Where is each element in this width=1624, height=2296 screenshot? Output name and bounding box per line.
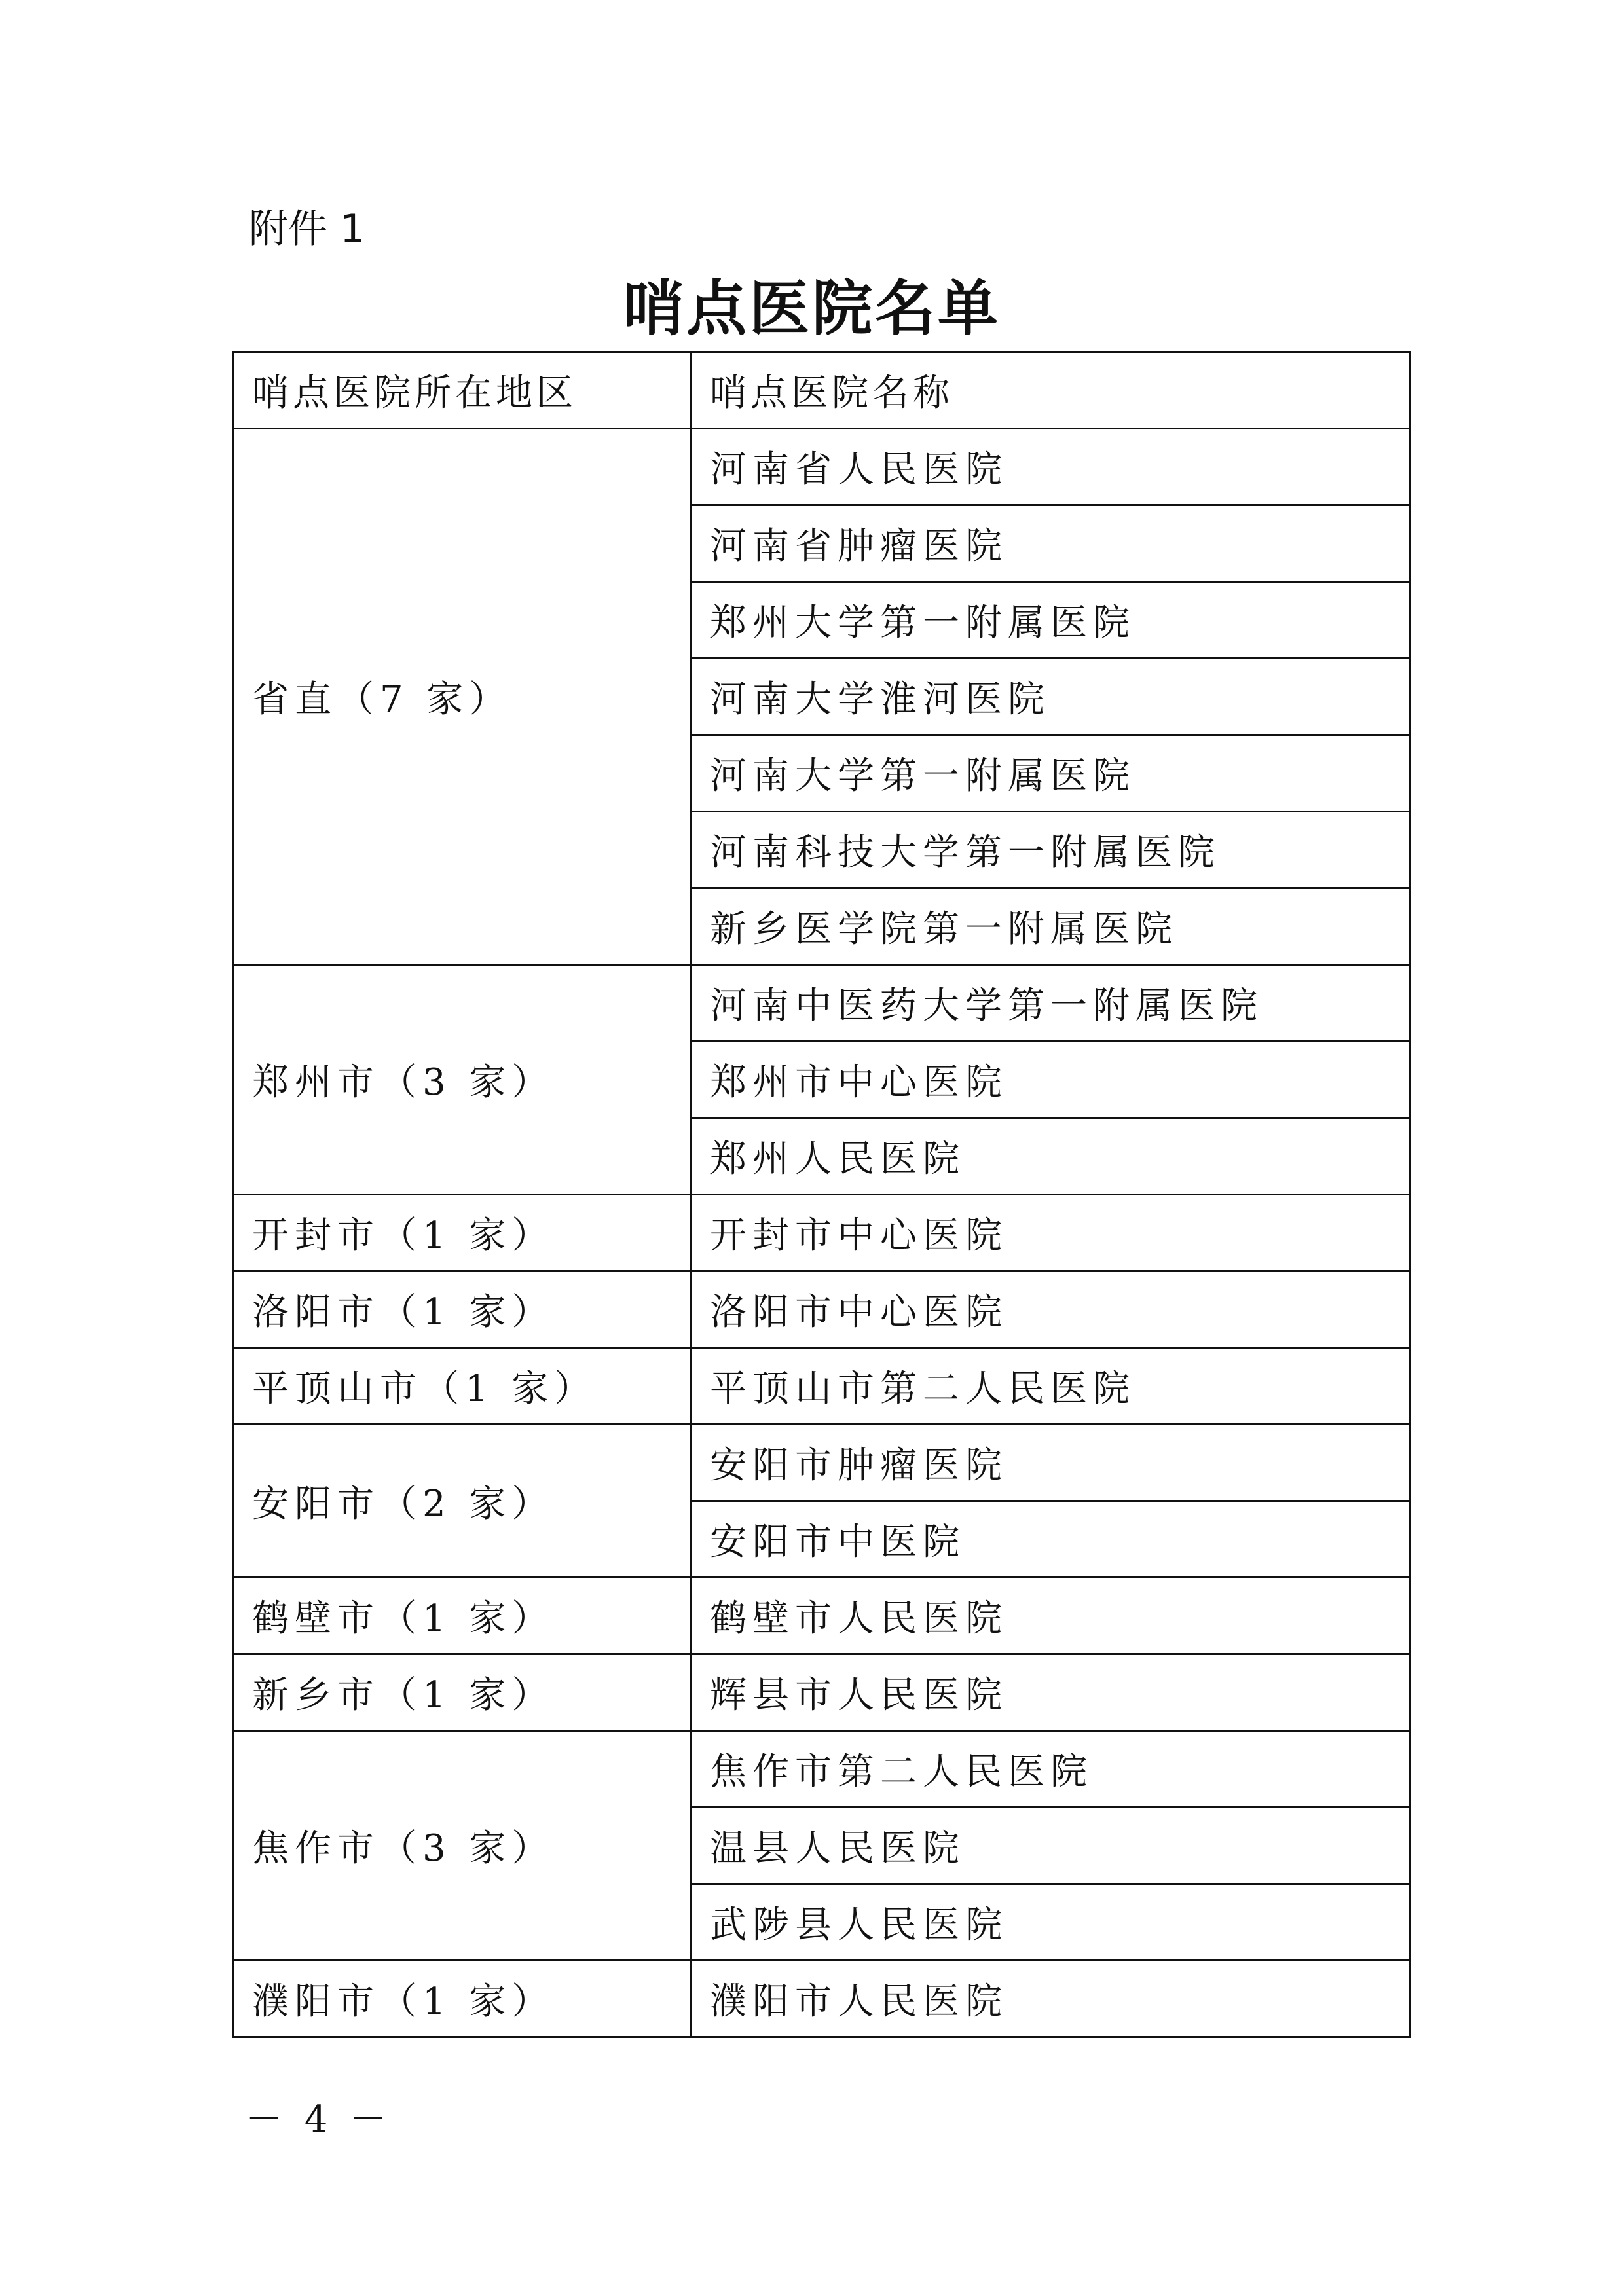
- hospital-name-cell: 开封市中心医院: [691, 1195, 1410, 1271]
- hospital-name-cell: 洛阳市中心医院: [691, 1271, 1410, 1348]
- hospital-name-cell: 温县人民医院: [691, 1808, 1410, 1884]
- hospital-name-cell: 河南省肿瘤医院: [691, 505, 1410, 582]
- region-cell: 开封市（1 家）: [233, 1195, 691, 1271]
- hospital-name-cell: 辉县市人民医院: [691, 1654, 1410, 1731]
- document-title: 哨点医院名单: [623, 273, 1001, 344]
- hospital-name-cell: 新乡医学院第一附属医院: [691, 888, 1410, 965]
- header-region: 哨点医院所在地区: [233, 352, 691, 429]
- table-row: [233, 1425, 1410, 1501]
- hospital-name-cell: 河南大学第一附属医院: [691, 735, 1410, 812]
- hospital-name-cell: 郑州大学第一附属医院: [691, 582, 1410, 659]
- table-row: [233, 1195, 1410, 1271]
- region-cell: 濮阳市（1 家）: [233, 1961, 691, 2037]
- table-row: [233, 965, 1410, 1042]
- hospital-name-cell: 郑州人民医院: [691, 1118, 1410, 1195]
- table-row: [233, 1578, 1410, 1654]
- hospital-name-cell: 安阳市中医院: [691, 1501, 1410, 1578]
- hospital-name-cell: 河南省人民医院: [691, 429, 1410, 505]
- region-cell: 平顶山市（1 家）: [233, 1348, 691, 1425]
- hospital-name-cell: 郑州市中心医院: [691, 1042, 1410, 1118]
- region-cell: 洛阳市（1 家）: [233, 1271, 691, 1348]
- header-hospital-name: 哨点医院名称: [691, 352, 1410, 429]
- hospital-name-cell: 平顶山市第二人民医院: [691, 1348, 1410, 1425]
- region-cell: 新乡市（1 家）: [233, 1654, 691, 1731]
- table-row: [233, 1348, 1410, 1425]
- region-cell: 郑州市（3 家）: [233, 965, 691, 1195]
- table-row: [233, 1271, 1410, 1348]
- table-header-row: [233, 352, 1410, 429]
- hospital-name-cell: 武陟县人民医院: [691, 1884, 1410, 1961]
- hospital-name-cell: 河南大学淮河医院: [691, 659, 1410, 735]
- region-cell: 焦作市（3 家）: [233, 1731, 691, 1961]
- hospital-name-cell: 河南科技大学第一附属医院: [691, 812, 1410, 888]
- attachment-label: 附件 1: [249, 206, 365, 252]
- table-row: [233, 1654, 1410, 1731]
- table-row: [233, 429, 1410, 505]
- hospital-name-cell: 河南中医药大学第一附属医院: [691, 965, 1410, 1042]
- hospital-name-cell: 鹤壁市人民医院: [691, 1578, 1410, 1654]
- hospital-name-cell: 焦作市第二人民医院: [691, 1731, 1410, 1808]
- page-number: － 4 －: [246, 2098, 392, 2141]
- table-row: [233, 1731, 1410, 1808]
- sentinel-hospital-table: [232, 351, 1411, 2038]
- region-cell: 鹤壁市（1 家）: [233, 1578, 691, 1654]
- region-cell: 安阳市（2 家）: [233, 1425, 691, 1578]
- table-body: [233, 429, 1410, 2037]
- hospital-name-cell: 濮阳市人民医院: [691, 1961, 1410, 2037]
- region-cell: 省直（7 家）: [233, 429, 691, 965]
- table-row: [233, 1961, 1410, 2037]
- hospital-name-cell: 安阳市肿瘤医院: [691, 1425, 1410, 1501]
